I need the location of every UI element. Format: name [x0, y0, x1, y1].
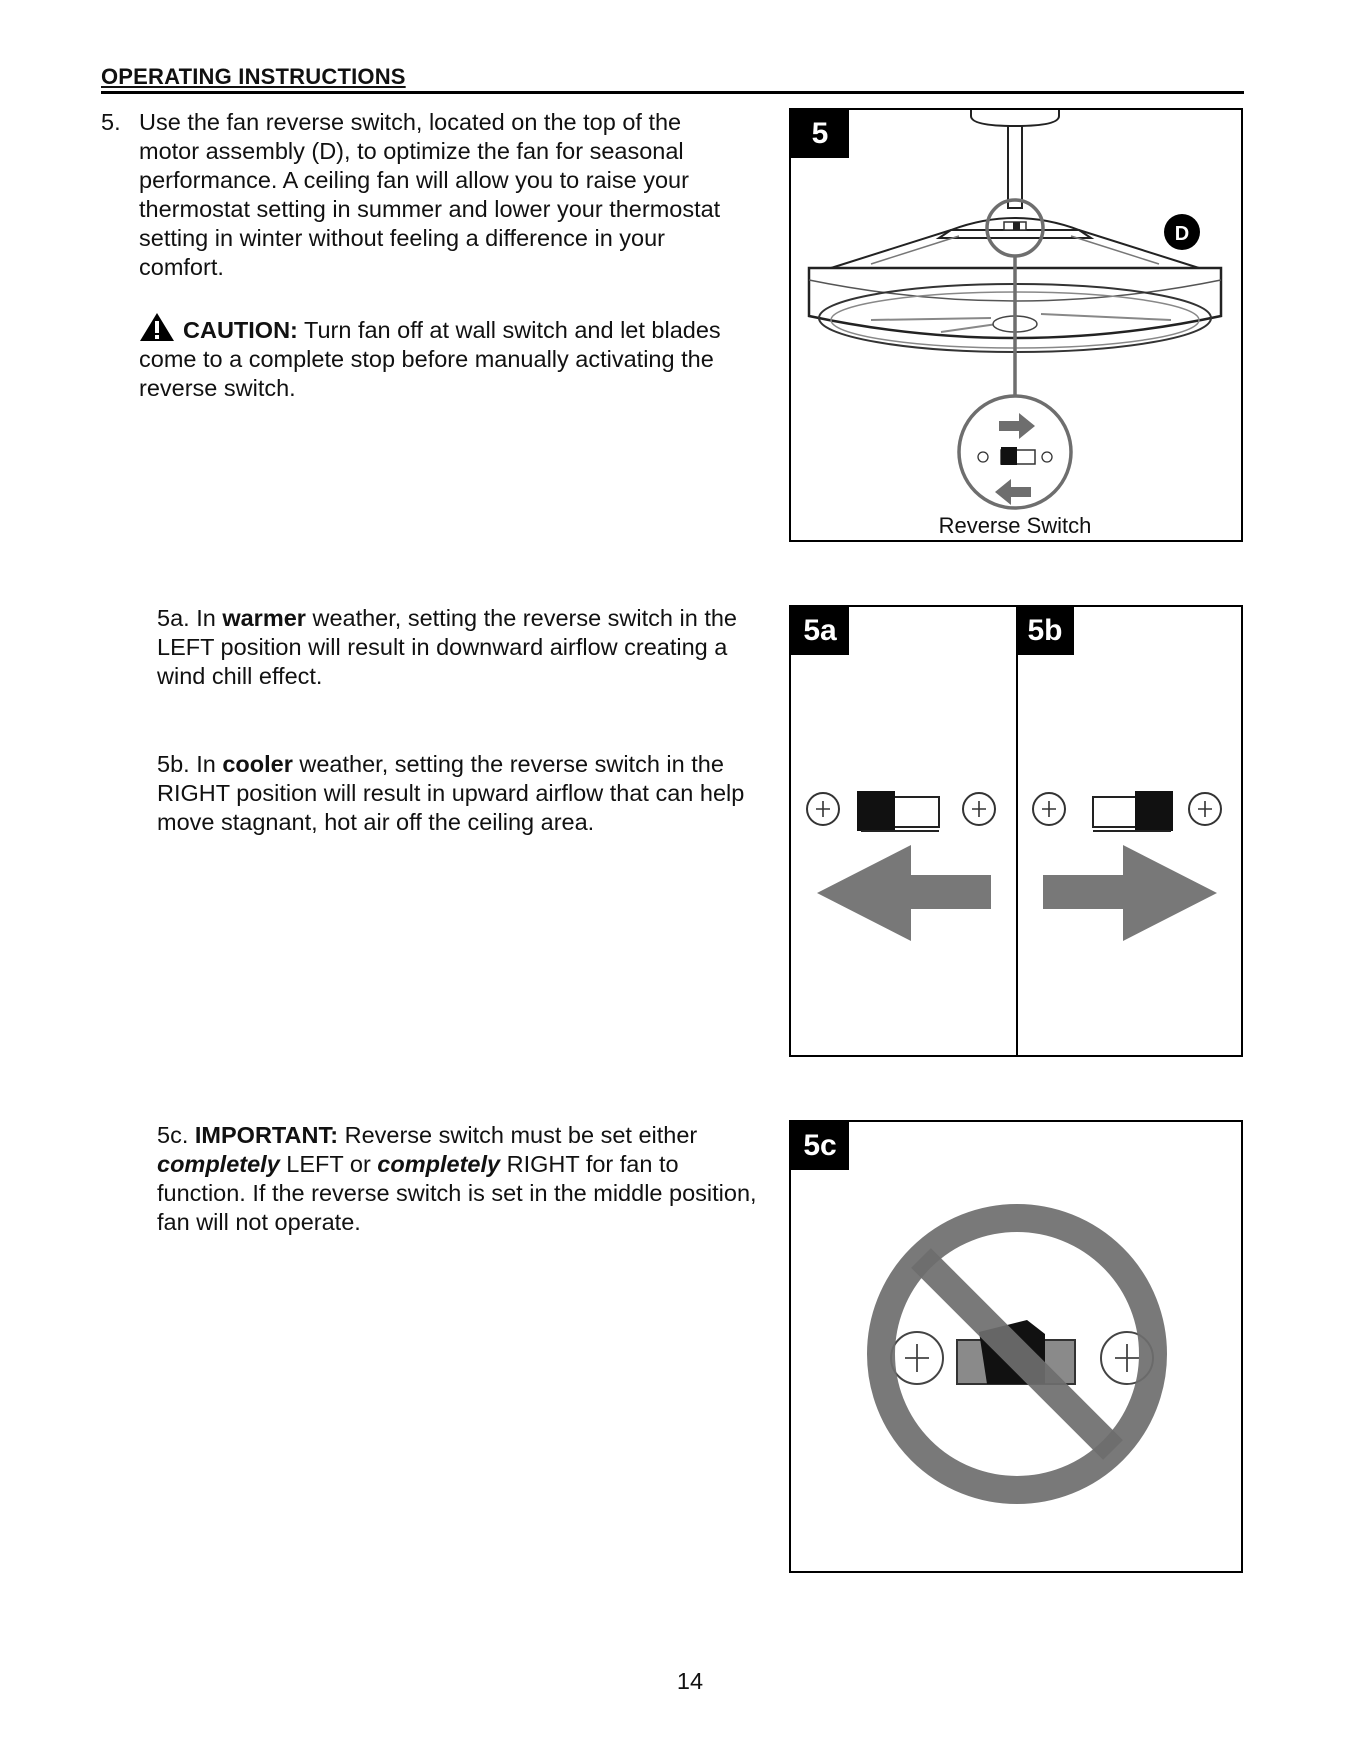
- caution-note: [139, 312, 739, 403]
- caution-label: CAUTION:: [183, 317, 298, 343]
- figure-5c-panel: [789, 1120, 1243, 1573]
- caution-text: Turn fan off at wall switch and let blades come to a complete stop before manually activating the reverse switch.: [139, 317, 721, 401]
- middle-position-prohibited-illustration: [791, 1122, 1241, 1571]
- figure-5b-tag: 5b: [1016, 607, 1074, 655]
- figure-5a-5b-panel: [789, 605, 1243, 1057]
- step-5a-bold: warmer: [222, 605, 306, 631]
- step-5a-prefix: 5a. In: [157, 605, 223, 631]
- step-5c-emphasis-2: completely: [377, 1151, 501, 1177]
- figure-5c-tag: 5c: [791, 1122, 849, 1170]
- step-5c-emphasis-1: completely: [157, 1151, 280, 1177]
- step-5b-body: weather, setting the reverse switch in the RIGHT position will result in upward airflow that can help move stagnant, hot air off the ceiling area.: [157, 751, 745, 835]
- step-5c-body-3: RIGHT for fan to function. If the reverse switch is set in the middle position, fan will not operate.: [157, 1151, 757, 1235]
- warning-icon: [139, 312, 175, 342]
- page-number: 14: [676, 1668, 704, 1694]
- step-5c-bold: IMPORTANT:: [194, 1122, 339, 1148]
- fan-reverse-switch-illustration: [791, 110, 1241, 540]
- step-5a-text: [157, 604, 757, 691]
- left-arrow-icon: [817, 845, 991, 941]
- switch-toggle-right: [1135, 791, 1173, 831]
- heading-rule: [101, 91, 1244, 94]
- step-5-text: Use the fan reverse switch, located on the top of the motor assembly (D), to optimize the fan for seasonal performance. A ceiling fan will allow you to raise your thermostat setting in summer and lower your thermostat setting in winter without feeling a difference in your comfort.: [139, 109, 721, 280]
- step-number: 5.: [101, 109, 121, 135]
- step-5c-text: [157, 1121, 757, 1237]
- figure-5-caption: Reverse Switch: [938, 513, 1092, 538]
- step-5b-bold: cooler: [222, 751, 293, 777]
- step-5a-body: weather, setting the reverse switch in the LEFT position will result in downward airflow creating a wind chill effect.: [157, 605, 737, 689]
- step-5c-body-1: Reverse switch must be set either: [338, 1122, 698, 1148]
- callout-d-label: D: [1174, 223, 1190, 245]
- switch-positions-illustration: [791, 607, 1241, 1055]
- step-5c-body-2: LEFT or: [279, 1151, 378, 1177]
- switch-toggle-left: [857, 791, 895, 831]
- figure-5-panel: [789, 108, 1243, 542]
- figure-5a-tag: 5a: [791, 607, 849, 655]
- step-5b-prefix: 5b. In: [157, 751, 223, 777]
- figure-5-tag: 5: [791, 110, 849, 158]
- step-5c-prefix: 5c.: [157, 1122, 195, 1148]
- right-arrow-icon: [1043, 845, 1217, 941]
- step-5b-text: [157, 750, 757, 837]
- section-heading: OPERATING INSTRUCTIONS: [101, 64, 406, 89]
